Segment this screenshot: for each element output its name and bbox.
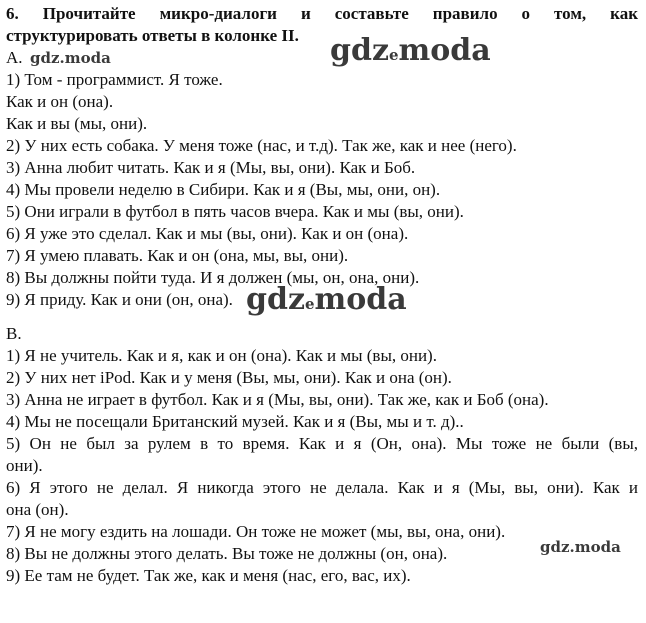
- section-a-label: A.: [6, 48, 23, 67]
- section-b-line-6-part-1: 6) Я этого не делал. Я никогда этого не делала. Как и я (Мы, вы, они). Как и: [6, 478, 638, 497]
- section-b-line-2: 2) У них нет iPod. Как и у меня (Вы, мы, они). Как и она (он).: [6, 368, 452, 387]
- watermark-top-big: [330, 33, 491, 68]
- section-b-line-6: [6, 477, 638, 521]
- task-title-line-2: структурировать ответы в колонке II.: [6, 26, 299, 45]
- section-a-line-5: 3) Анна любит читать. Как и я (Мы, вы, они). Как и Боб.: [6, 158, 416, 177]
- section-b-line-9: 9) Ее там не будет. Так же, как и меня (нас, его, вас, их).: [6, 566, 411, 585]
- watermark-bottom-small: [540, 538, 621, 556]
- watermark-middle-big: [246, 282, 407, 317]
- section-a-line-3: Как и вы (мы, они).: [6, 114, 148, 133]
- section-b-line-5-part-2: они).: [6, 456, 43, 475]
- watermark-bottom-small-text: gdz.moda: [540, 538, 621, 556]
- watermark-middle-big-dot: e: [305, 295, 315, 313]
- task-title: [6, 3, 638, 47]
- section-b-line-8: 8) Вы не должны этого делать. Вы тоже не должны (он, она).: [6, 544, 448, 563]
- section-a-line-9: 7) Я умею плавать. Как и он (она, мы, вы, они).: [6, 246, 349, 265]
- section-b-line-3: 3) Анна не играет в футбол. Как и я (Мы, вы, они). Так же, как и Боб (она).: [6, 390, 549, 409]
- section-b-line-7: 7) Я не могу ездить на лошади. Он тоже не может (мы, вы, она, они).: [6, 522, 506, 541]
- section-a-line-2: Как и он (она).: [6, 92, 114, 111]
- watermark-top-small-text: gdz.moda: [30, 49, 111, 67]
- section-b-line-5-part-1: 5) Он не был за рулем в то время. Как и я (Он, она). Мы тоже не были (вы,: [6, 434, 638, 453]
- section-a-line-6: 4) Мы провели неделю в Сибири. Как и я (Вы, мы, они, он).: [6, 180, 441, 199]
- section-a-line-8: 6) Я уже это сделал. Как и мы (вы, они). Как и он (она).: [6, 224, 409, 243]
- section-a-line-10: 8) Вы должны пойти туда. И я должен (мы, он, она, они).: [6, 268, 420, 287]
- section-a-line-7: 5) Они играли в футбол в пять часов вчера. Как и мы (вы, они).: [6, 202, 464, 221]
- section-b-line-1: 1) Я не учитель. Как и я, как и он (она). Как и мы (вы, они).: [6, 346, 437, 365]
- watermark-top-big-dot: e: [389, 46, 399, 64]
- section-a-line-1: 1) Том - программист. Я тоже.: [6, 70, 223, 89]
- watermark-top-big-part-a: gdz: [330, 33, 389, 68]
- section-b-line-6-part-2: она (он).: [6, 500, 69, 519]
- section-b-line-4: 4) Мы не посещали Британский музей. Как и я (Вы, мы и т. д)..: [6, 412, 464, 431]
- watermark-middle-big-part-a: gdz: [246, 282, 305, 317]
- section-a-line-11: 9) Я приду. Как и они (он, она).: [6, 290, 233, 309]
- section-a-line-4: 2) У них есть собака. У меня тоже (нас, и т.д). Так же, как и нее (него).: [6, 136, 517, 155]
- watermark-top-small: [30, 49, 111, 67]
- watermark-top-big-part-b: moda: [398, 33, 491, 68]
- watermark-middle-big-part-b: moda: [314, 282, 407, 317]
- section-b-label: B.: [6, 324, 22, 343]
- task-title-line-1: 6. Прочитайте микро-диалоги и составьте правило о том, как: [6, 4, 638, 23]
- section-b-line-5: [6, 433, 638, 477]
